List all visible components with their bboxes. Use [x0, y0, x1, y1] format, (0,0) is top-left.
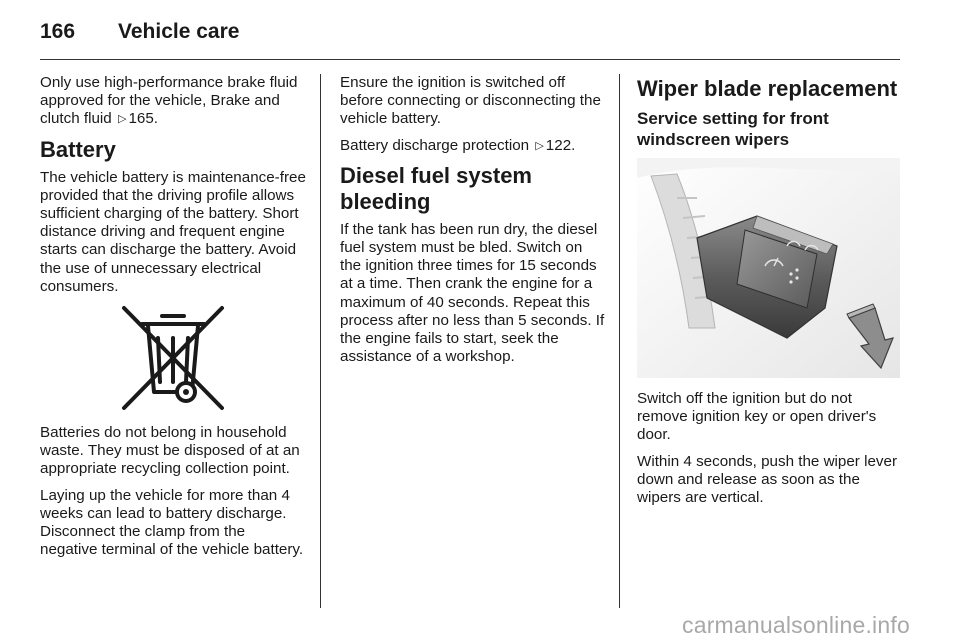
ignition-paragraph: Ensure the ignition is switched off before connecting or disconnecting the vehicle battery.: [340, 74, 601, 128]
protection-text: Battery discharge protection: [340, 136, 534, 154]
diesel-heading: Diesel fuel system bleeding: [340, 162, 532, 214]
brake-fluid-text: Only use high-performance brake fluid approved for the vehicle, Brake and clutch fluid: [40, 74, 298, 128]
header-rule: [40, 59, 900, 60]
battery-heading: Battery: [40, 136, 116, 162]
column-right: [637, 74, 900, 515]
wiper-heading: Wiper blade replacement: [637, 76, 898, 101]
wiper-paragraph-1: Switch off the ignition but do not remove ignition key or open driver's door.: [637, 390, 877, 444]
crossed-out-bin-icon: [118, 304, 228, 412]
arrow-ref-icon: ▷: [117, 113, 127, 126]
diesel-paragraph: If the tank has been run dry, the diesel fuel system must be bled. Switch on the ignition three times for 15 seconds at a time. Then crank the engine for a maximum of 40 seconds. Repeat this process after no less than 5 seconds. If the engine fails to start, seek the assistance of a workshop.: [340, 220, 605, 366]
page-number: 166: [40, 20, 76, 43]
column-divider: [619, 74, 620, 608]
protection-paragraph: [340, 137, 606, 155]
column-divider: [320, 74, 321, 608]
column-middle: [340, 74, 606, 374]
wiper-paragraph-2: Within 4 seconds, push the wiper lever down and release as soon as the wipers are vertical.: [637, 452, 898, 507]
disposal-paragraph: Batteries do not belong in household waste. They must be disposed of at an appropriate recycling collection point.: [40, 424, 300, 478]
arrow-ref-icon: ▷: [535, 139, 544, 152]
page-reference-link[interactable]: 122.: [545, 136, 576, 154]
section-title: Vehicle care: [118, 20, 240, 43]
layup-paragraph: Laying up the vehicle for more than 4 weeks can lead to battery discharge. Disconnect the clamp from the negative terminal of the vehicle battery.: [40, 486, 304, 559]
column-left: [40, 74, 306, 567]
service-subheading: Service setting for front windscreen wipers: [637, 109, 829, 149]
brake-fluid-paragraph: [40, 74, 306, 129]
battery-paragraph: The vehicle battery is maintenance-free provided that the driving profile allows sufficient charging of the battery. Short distance driving and frequent engine starts can discharge the battery. Avoid the use of unnecessary electrical consumers.: [40, 168, 306, 295]
wiper-lever-illustration: [637, 158, 900, 378]
page-reference-link[interactable]: 165.: [128, 110, 159, 128]
watermark: carmanualsonline.info: [682, 612, 910, 638]
